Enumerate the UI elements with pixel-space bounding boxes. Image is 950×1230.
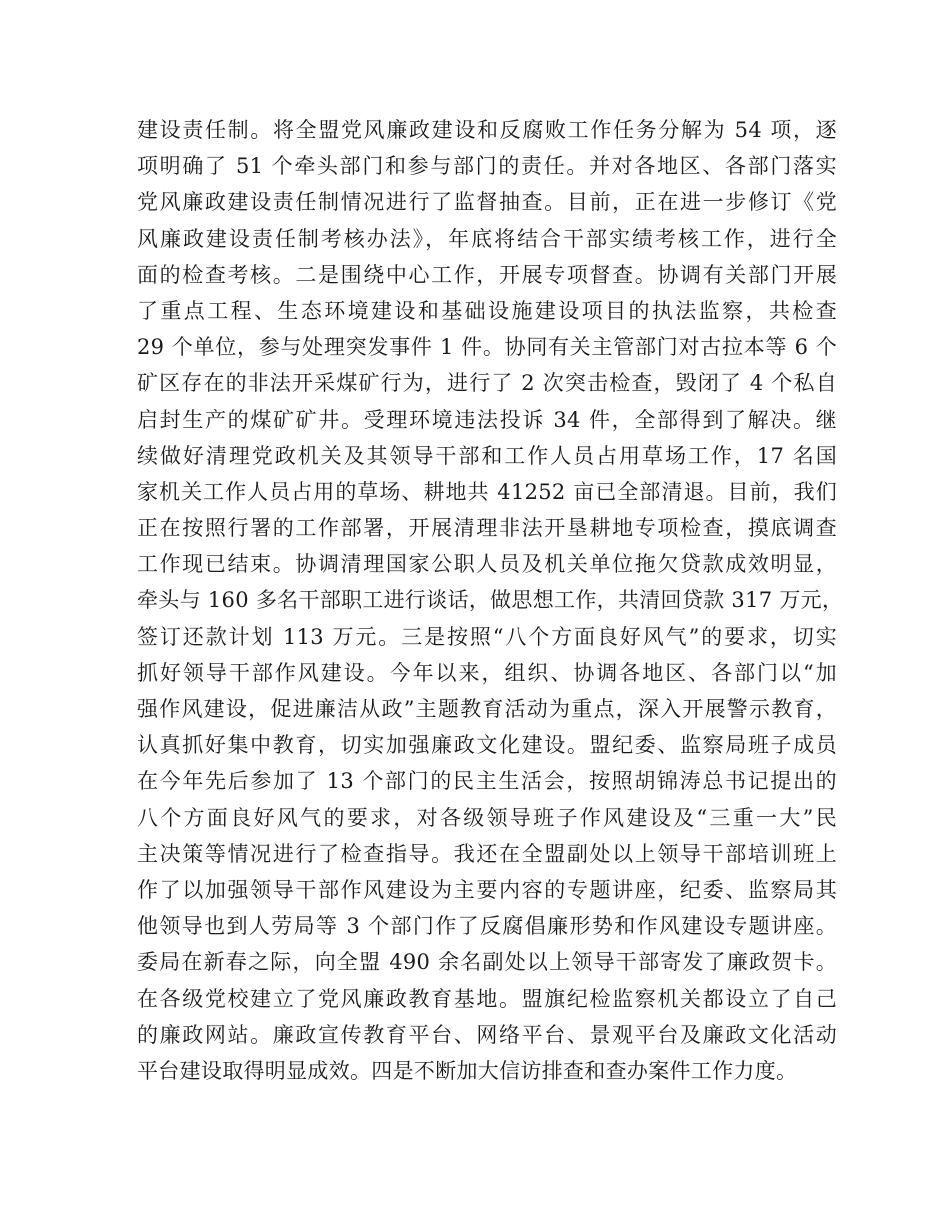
- text-line: 在今年先后参加了 13 个部门的民主生活会，按照胡锦涛总书记提出的: [137, 769, 837, 794]
- text-line: 面的检查考核。二是围绕中心工作，开展专项督查。协调有关部门开展: [137, 262, 837, 287]
- text-line: 认真抓好集中教育，切实加强廉政文化建设。盟纪委、监察局班子成员: [137, 733, 837, 758]
- text-line: 他领导也到人劳局等 3 个部门作了反腐倡廉形势和作风建设专题讲座。: [137, 914, 837, 939]
- text-line: 的廉政网站。廉政宣传教育平台、网络平台、景观平台及廉政文化活动: [137, 1022, 837, 1047]
- text-line: 风廉政建设责任制考核办法》，年底将结合干部实绩考核工作，进行全: [137, 226, 837, 251]
- text-line: 家机关工作人员占用的草场、耕地共 41252 亩已全部清退。目前，我们: [137, 479, 837, 504]
- text-line: 了重点工程、生态环境建设和基础设施建设项目的执法监察，共检查: [137, 298, 837, 323]
- text-line: 项明确了 51 个牵头部门和参与部门的责任。并对各地区、各部门落实: [137, 154, 837, 179]
- text-line: 矿区存在的非法开采煤矿行为，进行了 2 次突击检查，毁闭了 4 个私自: [137, 371, 837, 396]
- text-line: 平台建设取得明显成效。四是不断加大信访排查和查办案件工作力度。: [137, 1058, 798, 1083]
- text-line: 签订还款计划 113 万元。三是按照“八个方面良好风气”的要求，切实: [137, 624, 837, 649]
- text-line: 党风廉政建设责任制情况进行了监督抽查。目前，正在进一步修订《党: [137, 190, 837, 215]
- text-line: 委局在新春之际，向全盟 490 余名副处以上领导干部寄发了廉政贺卡。: [137, 950, 837, 975]
- body-text: [137, 112, 844, 1089]
- text-line: 牵头与 160 多名干部职工进行谈话，做思想工作，共清回贷款 317 万元，: [137, 588, 844, 613]
- text-line: 作了以加强领导干部作风建设为主要内容的专题讲座，纪委、监察局其: [137, 877, 837, 902]
- text-line: 强作风建设，促进廉洁从政”主题教育活动为重点，深入开展警示教育，: [137, 697, 837, 721]
- text-line: 29 个单位，参与处理突发事件 1 件。协同有关主管部门对古拉本等 6 个: [137, 335, 837, 360]
- text-line: 启封生产的煤矿矿井。受理环境违法投诉 34 件，全部得到了解决。继: [137, 407, 837, 432]
- text-line: 续做好清理党政机关及其领导干部和工作人员占用草场工作，17 名国: [137, 443, 837, 468]
- text-line: 抓好领导干部作风建设。今年以来，组织、协调各地区、各部门以“加: [137, 660, 837, 685]
- text-line: 主决策等情况进行了检查指导。我还在全盟副处以上领导干部培训班上: [137, 841, 837, 866]
- text-line: 建设责任制。将全盟党风廉政建设和反腐败工作任务分解为 54 项，逐: [137, 118, 837, 142]
- text-line: 八个方面良好风气的要求，对各级领导班子作风建设及“三重一大”民: [137, 805, 837, 830]
- text-line: 工作现已结束。协调清理国家公职人员及机关单位拖欠贷款成效明显，: [137, 552, 837, 577]
- text-line: 在各级党校建立了党风廉政教育基地。盟旗纪检监察机关都设立了自己: [137, 986, 837, 1011]
- text-line: 正在按照行署的工作部署，开展清理非法开垦耕地专项检查，摸底调查: [137, 516, 837, 541]
